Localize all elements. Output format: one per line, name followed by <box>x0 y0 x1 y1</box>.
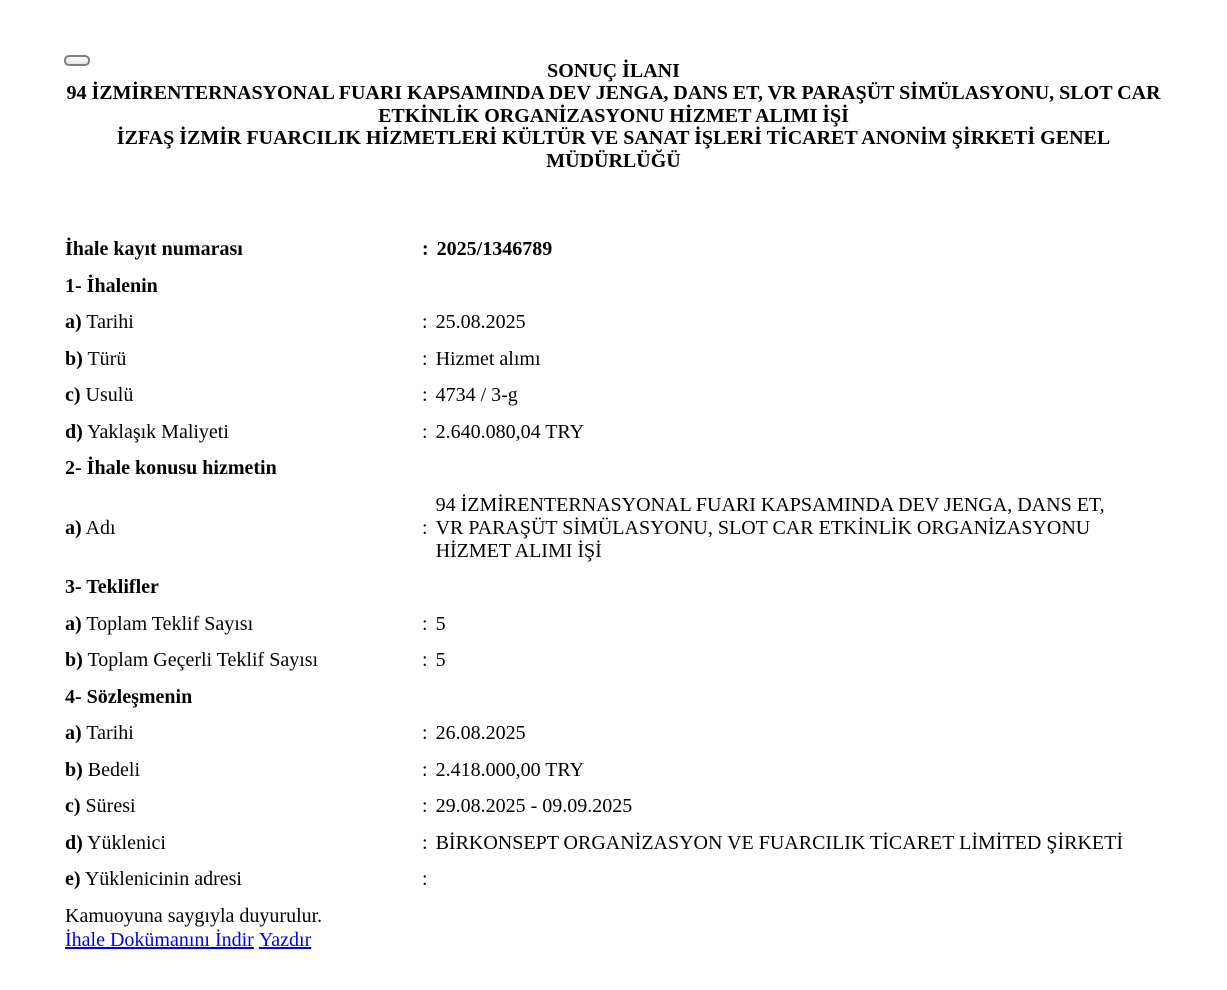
field-row-tarihi-2 <box>65 722 1165 745</box>
section-heading-1: 1- İhalenin <box>65 274 158 297</box>
field-value: Hizmet alımı <box>435 347 541 370</box>
colon: : <box>422 649 428 672</box>
field-value: 29.08.2025 - 09.09.2025 <box>435 795 633 818</box>
page-title: SONUÇ İLANI <box>547 60 680 82</box>
field-prefix: b) <box>65 758 83 781</box>
field-value: BİRKONSEPT ORGANİZASYON VE FUARCILIK TİCARET LİMİTED ŞİRKETİ <box>435 831 1123 854</box>
field-prefix: b) <box>65 347 83 370</box>
page-header <box>64 0 1164 172</box>
field-prefix: a) <box>65 722 82 745</box>
colon: : <box>422 795 428 818</box>
field-label: İhale kayıt numarası <box>65 238 243 261</box>
field-value: 2025/1346789 <box>436 238 553 261</box>
section-heading-2: 2- İhale konusu hizmetin <box>65 457 277 480</box>
field-value: 2.640.080,04 TRY <box>435 420 585 443</box>
field-label: Tarihi <box>86 311 134 334</box>
field-value: 4734 / 3-g <box>435 384 518 407</box>
field-prefix: a) <box>65 516 82 539</box>
colon: : <box>422 516 428 539</box>
colon: : <box>422 311 428 334</box>
field-row-turu <box>65 348 1165 371</box>
colon: : <box>422 612 428 635</box>
field-label: Adı <box>85 516 116 539</box>
print-link[interactable]: Yazdır <box>258 928 312 951</box>
field-prefix: c) <box>65 384 81 407</box>
download-tender-document-link[interactable]: İhale Dokümanını İndir <box>65 928 254 951</box>
field-value: 26.08.2025 <box>435 722 526 745</box>
colon: : <box>422 420 428 443</box>
field-row-tarihi-1 <box>65 311 1165 334</box>
field-row-adi <box>65 494 1165 563</box>
field-label: Toplam Teklif Sayısı <box>86 612 254 635</box>
field-value: 94 İZMİRENTERNASYONAL FUARI KAPSAMINDA DEV JENGA, DANS ET, VR PARAŞÜT SİMÜLASYONU, SLOT CAR ETKİNLİK ORGANİZASYONU HİZMET ALIMI İŞİ <box>435 493 1105 562</box>
collapse-toggle-icon[interactable] <box>64 55 90 66</box>
field-prefix: e) <box>65 868 81 891</box>
field-row-bedeli <box>65 759 1165 782</box>
field-row-usulu <box>65 384 1165 407</box>
section-heading-3: 3- Teklifler <box>65 576 159 599</box>
colon: : <box>422 831 428 854</box>
field-row-gecerli-teklif <box>65 649 1165 672</box>
colon: : <box>422 384 428 407</box>
field-prefix: d) <box>65 831 83 854</box>
section-heading-4: 4- Sözleşmenin <box>65 685 193 708</box>
colon: : <box>422 238 429 261</box>
field-value: 25.08.2025 <box>435 311 526 334</box>
colon: : <box>422 758 428 781</box>
field-value: 2.418.000,00 TRY <box>435 758 585 781</box>
colon: : <box>422 722 428 745</box>
colon: : <box>422 868 428 891</box>
page-footer <box>65 905 1227 953</box>
tender-title: 94 İZMİRENTERNASYONAL FUARI KAPSAMINDA DEV JENGA, DANS ET, VR PARAŞÜT SİMÜLASYONU, SLOT CAR ETKİNLİK ORGANİZASYONU HİZMET ALIMI İŞİ <box>66 82 1161 127</box>
closing-statement: Kamuoyuna saygıyla duyurulur. <box>65 904 323 927</box>
field-prefix: a) <box>65 311 82 334</box>
field-label: Tarihi <box>86 722 134 745</box>
field-prefix: a) <box>65 612 82 635</box>
field-value: 5 <box>435 649 446 672</box>
field-prefix: d) <box>65 420 83 443</box>
field-prefix: b) <box>65 649 83 672</box>
field-row-ihale-kayit <box>65 238 1165 261</box>
field-value: 5 <box>435 612 446 635</box>
field-label: Toplam Geçerli Teklif Sayısı <box>87 649 319 672</box>
field-row-yuklenici-adres <box>65 868 1165 891</box>
field-label: Usulü <box>85 384 134 407</box>
field-label: Süresi <box>85 795 136 818</box>
organization-title: İZFAŞ İZMİR FUARCILIK HİZMETLERİ KÜLTÜR VE SANAT İŞLERİ TİCARET ANONİM ŞİRKETİ GENEL MÜDÜRLÜĞÜ <box>116 127 1111 172</box>
field-row-suresi <box>65 795 1165 818</box>
field-label: Yüklenici <box>87 831 166 854</box>
field-label: Bedeli <box>87 758 141 781</box>
field-label: Türü <box>87 347 127 370</box>
announcement-body <box>65 238 1165 891</box>
field-row-toplam-teklif <box>65 613 1165 636</box>
field-prefix: c) <box>65 795 81 818</box>
field-label: Yüklenicinin adresi <box>84 868 242 891</box>
field-row-yuklenici <box>65 832 1165 855</box>
field-label: Yaklaşık Maliyeti <box>87 420 229 443</box>
colon: : <box>422 347 428 370</box>
field-row-yaklasik-maliyet <box>65 421 1165 444</box>
